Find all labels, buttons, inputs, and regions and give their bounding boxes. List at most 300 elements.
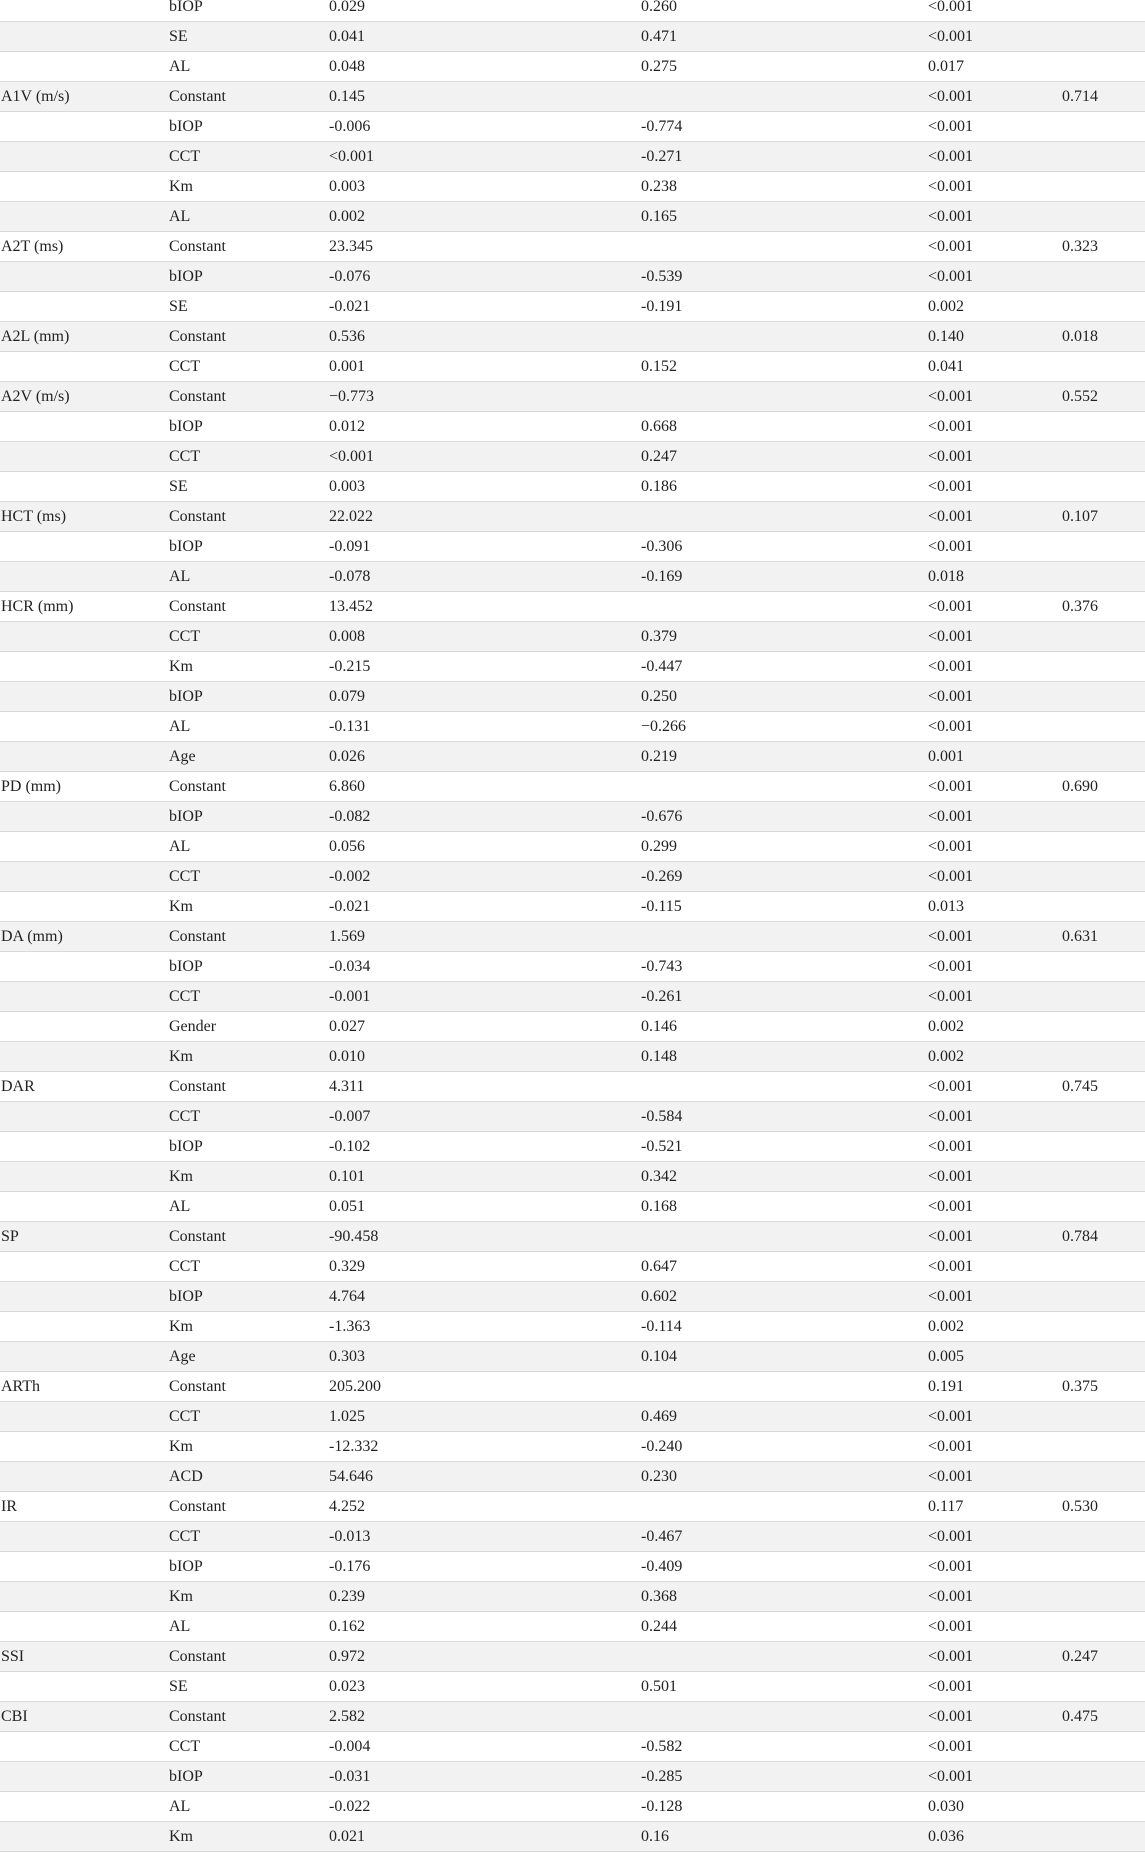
p-value-cell: 0.140 — [928, 328, 964, 345]
coefficient-b-cell: 0.008 — [329, 628, 365, 645]
table-row — [0, 472, 1145, 502]
table-row — [0, 532, 1145, 562]
r-squared-cell: 0.375 — [1062, 1378, 1098, 1395]
parameter-cell: ARTh — [1, 1378, 41, 1395]
p-value-cell: <0.001 — [928, 508, 974, 525]
table-row — [0, 1372, 1145, 1402]
p-value-cell: 0.030 — [928, 1798, 964, 1815]
coefficient-b-cell: -0.007 — [329, 1108, 371, 1125]
variable-cell: SE — [169, 478, 188, 495]
p-value-cell: <0.001 — [928, 1528, 974, 1545]
coefficient-b-cell: -0.131 — [329, 718, 371, 735]
variable-cell: bIOP — [169, 118, 203, 135]
table-row — [0, 1132, 1145, 1162]
coefficient-b-cell: 4.764 — [329, 1288, 365, 1305]
table-row — [0, 1462, 1145, 1492]
p-value-cell: <0.001 — [928, 658, 974, 675]
table-row — [0, 982, 1145, 1012]
table-row — [0, 892, 1145, 922]
p-value-cell: <0.001 — [928, 1108, 974, 1125]
parameter-cell: HCR (mm) — [1, 598, 74, 615]
coefficient-beta-cell: -0.191 — [641, 298, 683, 315]
coefficient-b-cell: 0.026 — [329, 748, 365, 765]
table-row — [0, 1762, 1145, 1792]
r-squared-cell: 0.475 — [1062, 1708, 1098, 1725]
variable-cell: bIOP — [169, 958, 203, 975]
p-value-cell: <0.001 — [928, 688, 974, 705]
table-row — [0, 922, 1145, 952]
p-value-cell: 0.002 — [928, 1018, 964, 1035]
variable-cell: Km — [169, 1828, 193, 1845]
parameter-cell: SP — [1, 1228, 19, 1245]
coefficient-beta-cell: -0.285 — [641, 1768, 683, 1785]
coefficient-beta-cell: 0.148 — [641, 1048, 677, 1065]
coefficient-beta-cell: -0.467 — [641, 1528, 683, 1545]
coefficient-beta-cell: -0.676 — [641, 808, 683, 825]
table-row — [0, 772, 1145, 802]
variable-cell: Constant — [169, 1648, 226, 1665]
p-value-cell: <0.001 — [928, 718, 974, 735]
p-value-cell: <0.001 — [928, 1288, 974, 1305]
variable-cell: SE — [169, 1678, 188, 1695]
table-row — [0, 1072, 1145, 1102]
p-value-cell: 0.005 — [928, 1348, 964, 1365]
parameter-cell: A2V (m/s) — [1, 388, 70, 405]
table-row — [0, 862, 1145, 892]
variable-cell: Constant — [169, 928, 226, 945]
coefficient-beta-cell: 0.104 — [641, 1348, 677, 1365]
p-value-cell: <0.001 — [928, 88, 974, 105]
p-value-cell: 0.036 — [928, 1828, 964, 1845]
r-squared-cell: 0.784 — [1062, 1228, 1098, 1245]
coefficient-beta-cell: -0.539 — [641, 268, 683, 285]
coefficient-b-cell: -0.013 — [329, 1528, 371, 1545]
table-row — [0, 562, 1145, 592]
p-value-cell: <0.001 — [928, 928, 974, 945]
variable-cell: bIOP — [169, 808, 203, 825]
coefficient-beta-cell: 0.668 — [641, 418, 677, 435]
p-value-cell: <0.001 — [928, 28, 974, 45]
coefficient-beta-cell: -0.774 — [641, 118, 683, 135]
coefficient-beta-cell: -0.128 — [641, 1798, 683, 1815]
coefficient-beta-cell: -0.271 — [641, 148, 683, 165]
coefficient-b-cell: 0.041 — [329, 28, 365, 45]
table-row — [0, 652, 1145, 682]
variable-cell: bIOP — [169, 0, 203, 15]
table-row — [0, 1612, 1145, 1642]
table-row — [0, 322, 1145, 352]
variable-cell: Constant — [169, 778, 226, 795]
table-row — [0, 1282, 1145, 1312]
variable-cell: AL — [169, 718, 191, 735]
table-row — [0, 1102, 1145, 1132]
r-squared-cell: 0.107 — [1062, 508, 1098, 525]
table-row — [0, 742, 1145, 772]
p-value-cell: <0.001 — [928, 448, 974, 465]
variable-cell: bIOP — [169, 418, 203, 435]
p-value-cell: 0.002 — [928, 298, 964, 315]
r-squared-cell: 0.323 — [1062, 238, 1098, 255]
p-value-cell: <0.001 — [928, 0, 974, 15]
table-row — [0, 1192, 1145, 1222]
coefficient-b-cell: 0.001 — [329, 358, 365, 375]
variable-cell: Km — [169, 1318, 193, 1335]
variable-cell: Km — [169, 178, 193, 195]
coefficient-beta-cell: 0.602 — [641, 1288, 677, 1305]
table-row — [0, 352, 1145, 382]
table-row — [0, 802, 1145, 832]
p-value-cell: <0.001 — [928, 868, 974, 885]
coefficient-beta-cell: -0.521 — [641, 1138, 683, 1155]
table-row — [0, 1222, 1145, 1252]
coefficient-beta-cell: 0.186 — [641, 478, 677, 495]
p-value-cell: <0.001 — [928, 1138, 974, 1155]
table-row — [0, 52, 1145, 82]
coefficient-b-cell: -0.022 — [329, 1798, 371, 1815]
coefficient-beta-cell: 0.647 — [641, 1258, 677, 1275]
coefficient-b-cell: 0.145 — [329, 88, 365, 105]
coefficient-b-cell: 4.252 — [329, 1498, 365, 1515]
variable-cell: Constant — [169, 88, 226, 105]
variable-cell: CCT — [169, 1738, 201, 1755]
variable-cell: Constant — [169, 508, 226, 525]
table-row — [0, 202, 1145, 232]
p-value-cell: <0.001 — [928, 208, 974, 225]
coefficient-beta-cell: -0.306 — [641, 538, 683, 555]
variable-cell: AL — [169, 1198, 191, 1215]
p-value-cell: <0.001 — [928, 268, 974, 285]
variable-cell: CCT — [169, 868, 201, 885]
p-value-cell: <0.001 — [928, 1468, 974, 1485]
coefficient-b-cell: 0.972 — [329, 1648, 365, 1665]
table-row — [0, 1342, 1145, 1372]
variable-cell: AL — [169, 568, 191, 585]
table-row — [0, 712, 1145, 742]
variable-cell: AL — [169, 58, 191, 75]
coefficient-b-cell: -0.082 — [329, 808, 371, 825]
variable-cell: Constant — [169, 388, 226, 405]
coefficient-b-cell: -0.215 — [329, 658, 371, 675]
coefficient-b-cell: -0.102 — [329, 1138, 371, 1155]
coefficient-b-cell: 54.646 — [329, 1468, 373, 1485]
coefficient-b-cell: 0.048 — [329, 58, 365, 75]
parameter-cell: A1V (m/s) — [1, 88, 70, 105]
variable-cell: Age — [169, 1348, 196, 1365]
p-value-cell: 0.002 — [928, 1048, 964, 1065]
table-row — [0, 412, 1145, 442]
p-value-cell: <0.001 — [928, 838, 974, 855]
p-value-cell: <0.001 — [928, 988, 974, 1005]
p-value-cell: 0.002 — [928, 1318, 964, 1335]
coefficient-b-cell: 0.003 — [329, 478, 365, 495]
coefficient-beta-cell: 0.469 — [641, 1408, 677, 1425]
table-row — [0, 502, 1145, 532]
variable-cell: Constant — [169, 1228, 226, 1245]
table-row — [0, 232, 1145, 262]
p-value-cell: <0.001 — [928, 778, 974, 795]
p-value-cell: <0.001 — [928, 1078, 974, 1095]
table-row — [0, 1792, 1145, 1822]
variable-cell: Constant — [169, 238, 226, 255]
coefficient-beta-cell: −0.266 — [641, 718, 687, 735]
p-value-cell: 0.018 — [928, 568, 964, 585]
table-row — [0, 22, 1145, 52]
coefficient-b-cell: 22.022 — [329, 508, 373, 525]
coefficient-beta-cell: 0.260 — [641, 0, 677, 15]
table-row — [0, 1522, 1145, 1552]
p-value-cell: <0.001 — [928, 1168, 974, 1185]
coefficient-b-cell: 13.452 — [329, 598, 373, 615]
table-row — [0, 1012, 1145, 1042]
coefficient-b-cell: 0.303 — [329, 1348, 365, 1365]
table-row — [0, 82, 1145, 112]
coefficient-b-cell: 0.003 — [329, 178, 365, 195]
coefficient-b-cell: 4.311 — [329, 1078, 365, 1095]
variable-cell: AL — [169, 208, 191, 225]
coefficient-beta-cell: -0.169 — [641, 568, 683, 585]
coefficient-b-cell: -0.176 — [329, 1558, 371, 1575]
coefficient-beta-cell: 0.299 — [641, 838, 677, 855]
table-row — [0, 1582, 1145, 1612]
variable-cell: SE — [169, 28, 188, 45]
coefficient-b-cell: 205.200 — [329, 1378, 381, 1395]
coefficient-beta-cell: 0.165 — [641, 208, 677, 225]
coefficient-b-cell: -12.332 — [329, 1438, 379, 1455]
p-value-cell: <0.001 — [928, 238, 974, 255]
coefficient-beta-cell: 0.501 — [641, 1678, 677, 1695]
table-row — [0, 952, 1145, 982]
parameter-cell: HCT (ms) — [1, 508, 67, 525]
table-row — [0, 1552, 1145, 1582]
parameter-cell: PD (mm) — [1, 778, 61, 795]
table-row — [0, 1252, 1145, 1282]
table-row — [0, 1432, 1145, 1462]
coefficient-beta-cell: -0.115 — [641, 898, 682, 915]
variable-cell: AL — [169, 1618, 191, 1635]
table-row — [0, 112, 1145, 142]
r-squared-cell: 0.631 — [1062, 928, 1098, 945]
variable-cell: Km — [169, 1048, 193, 1065]
variable-cell: bIOP — [169, 1558, 203, 1575]
variable-cell: CCT — [169, 628, 201, 645]
variable-cell: Gender — [169, 1018, 217, 1035]
coefficient-b-cell: -0.006 — [329, 118, 371, 135]
table-row — [0, 832, 1145, 862]
coefficient-b-cell: 0.101 — [329, 1168, 365, 1185]
p-value-cell: <0.001 — [928, 1228, 974, 1245]
coefficient-b-cell: -0.091 — [329, 538, 371, 555]
coefficient-b-cell: 1.569 — [329, 928, 365, 945]
p-value-cell: <0.001 — [928, 808, 974, 825]
p-value-cell: <0.001 — [928, 598, 974, 615]
variable-cell: Km — [169, 658, 193, 675]
parameter-cell: CBI — [1, 1708, 28, 1725]
coefficient-b-cell: -0.004 — [329, 1738, 371, 1755]
table-row — [0, 1312, 1145, 1342]
coefficient-b-cell: -0.034 — [329, 958, 371, 975]
coefficient-b-cell: 2.582 — [329, 1708, 365, 1725]
table-row — [0, 142, 1145, 172]
r-squared-cell: 0.530 — [1062, 1498, 1098, 1515]
coefficient-b-cell: -0.021 — [329, 298, 371, 315]
variable-cell: Km — [169, 898, 193, 915]
variable-cell: Km — [169, 1438, 193, 1455]
variable-cell: CCT — [169, 1408, 201, 1425]
p-value-cell: <0.001 — [928, 1708, 974, 1725]
coefficient-b-cell: 0.021 — [329, 1828, 365, 1845]
coefficient-b-cell: -0.031 — [329, 1768, 371, 1785]
p-value-cell: <0.001 — [928, 178, 974, 195]
r-squared-cell: 0.247 — [1062, 1648, 1098, 1665]
variable-cell: bIOP — [169, 1138, 203, 1155]
table-row — [0, 1402, 1145, 1432]
r-squared-cell: 0.552 — [1062, 388, 1098, 405]
parameter-cell: SSI — [1, 1648, 25, 1665]
variable-cell: Km — [169, 1588, 193, 1605]
variable-cell: bIOP — [169, 268, 203, 285]
coefficient-b-cell: 0.027 — [329, 1018, 365, 1035]
coefficient-b-cell: 0.023 — [329, 1678, 365, 1695]
coefficient-beta-cell: 0.230 — [641, 1468, 677, 1485]
coefficient-b-cell: -0.076 — [329, 268, 371, 285]
coefficient-beta-cell: 0.250 — [641, 688, 677, 705]
p-value-cell: <0.001 — [928, 1738, 974, 1755]
variable-cell: AL — [169, 838, 191, 855]
r-squared-cell: 0.690 — [1062, 778, 1098, 795]
coefficient-b-cell: 0.012 — [329, 418, 365, 435]
parameter-cell: IR — [1, 1498, 17, 1515]
coefficient-beta-cell: 0.152 — [641, 358, 677, 375]
coefficient-b-cell: -1.363 — [329, 1318, 371, 1335]
coefficient-b-cell: 0.051 — [329, 1198, 365, 1215]
coefficient-beta-cell: 0.16 — [641, 1828, 669, 1845]
table-row — [0, 1642, 1145, 1672]
p-value-cell: <0.001 — [928, 1618, 974, 1635]
coefficient-beta-cell: 0.342 — [641, 1168, 677, 1185]
table-row — [0, 1732, 1145, 1762]
table-row — [0, 592, 1145, 622]
table-row — [0, 442, 1145, 472]
table-row — [0, 1492, 1145, 1522]
p-value-cell: <0.001 — [928, 1588, 974, 1605]
variable-cell: bIOP — [169, 1768, 203, 1785]
coefficient-b-cell: -90.458 — [329, 1228, 379, 1245]
coefficient-beta-cell: -0.584 — [641, 1108, 683, 1125]
p-value-cell: <0.001 — [928, 1258, 974, 1275]
coefficient-b-cell: 0.329 — [329, 1258, 365, 1275]
coefficient-b-cell: −0.773 — [329, 388, 375, 405]
variable-cell: CCT — [169, 1108, 201, 1125]
p-value-cell: 0.013 — [928, 898, 964, 915]
variable-cell: bIOP — [169, 688, 203, 705]
coefficient-b-cell: -0.001 — [329, 988, 371, 1005]
coefficient-beta-cell: -0.114 — [641, 1318, 682, 1335]
coefficient-b-cell: 0.239 — [329, 1588, 365, 1605]
r-squared-cell: 0.018 — [1062, 328, 1098, 345]
p-value-cell: <0.001 — [928, 1558, 974, 1575]
p-value-cell: 0.191 — [928, 1378, 964, 1395]
coefficient-beta-cell: -0.447 — [641, 658, 683, 675]
variable-cell: Constant — [169, 1378, 226, 1395]
coefficient-beta-cell: -0.240 — [641, 1438, 683, 1455]
variable-cell: CCT — [169, 148, 201, 165]
variable-cell: CCT — [169, 448, 201, 465]
table-row — [0, 0, 1145, 22]
coefficient-beta-cell: 0.219 — [641, 748, 677, 765]
coefficient-b-cell: <0.001 — [329, 448, 375, 465]
variable-cell: CCT — [169, 1258, 201, 1275]
coefficient-beta-cell: -0.743 — [641, 958, 683, 975]
variable-cell: CCT — [169, 358, 201, 375]
p-value-cell: <0.001 — [928, 478, 974, 495]
p-value-cell: <0.001 — [928, 1438, 974, 1455]
coefficient-beta-cell: -0.582 — [641, 1738, 683, 1755]
coefficient-beta-cell: 0.368 — [641, 1588, 677, 1605]
coefficient-beta-cell: 0.238 — [641, 178, 677, 195]
variable-cell: Constant — [169, 328, 226, 345]
coefficient-b-cell: 0.029 — [329, 0, 365, 15]
coefficient-beta-cell: 0.244 — [641, 1618, 677, 1635]
table-row — [0, 1702, 1145, 1732]
p-value-cell: <0.001 — [928, 1408, 974, 1425]
coefficient-beta-cell: -0.409 — [641, 1558, 683, 1575]
coefficient-b-cell: -0.002 — [329, 868, 371, 885]
coefficient-b-cell: 0.056 — [329, 838, 365, 855]
p-value-cell: <0.001 — [928, 388, 974, 405]
variable-cell: Constant — [169, 598, 226, 615]
variable-cell: bIOP — [169, 538, 203, 555]
coefficient-beta-cell: 0.168 — [641, 1198, 677, 1215]
p-value-cell: <0.001 — [928, 958, 974, 975]
coefficient-b-cell: 1.025 — [329, 1408, 365, 1425]
p-value-cell: 0.117 — [928, 1498, 964, 1515]
parameter-cell: DA (mm) — [1, 928, 63, 945]
variable-cell: AL — [169, 1798, 191, 1815]
table-row — [0, 682, 1145, 712]
coefficient-b-cell: 0.079 — [329, 688, 365, 705]
coefficient-beta-cell: 0.275 — [641, 58, 677, 75]
coefficient-b-cell: 0.010 — [329, 1048, 365, 1065]
table-row — [0, 172, 1145, 202]
variable-cell: CCT — [169, 988, 201, 1005]
parameter-cell: A2L (mm) — [1, 328, 70, 345]
table-row — [0, 1822, 1145, 1852]
coefficient-beta-cell: -0.269 — [641, 868, 683, 885]
parameter-cell: A2T (ms) — [1, 238, 64, 255]
parameter-cell: DAR — [1, 1078, 35, 1095]
variable-cell: Constant — [169, 1078, 226, 1095]
coefficient-b-cell: -0.021 — [329, 898, 371, 915]
r-squared-cell: 0.376 — [1062, 598, 1098, 615]
coefficient-b-cell: 0.162 — [329, 1618, 365, 1635]
p-value-cell: <0.001 — [928, 1198, 974, 1215]
table-row — [0, 262, 1145, 292]
coefficient-b-cell: 23.345 — [329, 238, 373, 255]
table-row — [0, 1672, 1145, 1702]
table-row — [0, 382, 1145, 412]
p-value-cell: <0.001 — [928, 418, 974, 435]
coefficient-beta-cell: -0.261 — [641, 988, 683, 1005]
p-value-cell: <0.001 — [928, 1648, 974, 1665]
table-row — [0, 292, 1145, 322]
coefficient-beta-cell: 0.471 — [641, 28, 677, 45]
coefficient-b-cell: <0.001 — [329, 148, 375, 165]
p-value-cell: 0.041 — [928, 358, 964, 375]
table-row — [0, 1042, 1145, 1072]
r-squared-cell: 0.745 — [1062, 1078, 1098, 1095]
coefficient-b-cell: 0.002 — [329, 208, 365, 225]
p-value-cell: 0.017 — [928, 58, 964, 75]
